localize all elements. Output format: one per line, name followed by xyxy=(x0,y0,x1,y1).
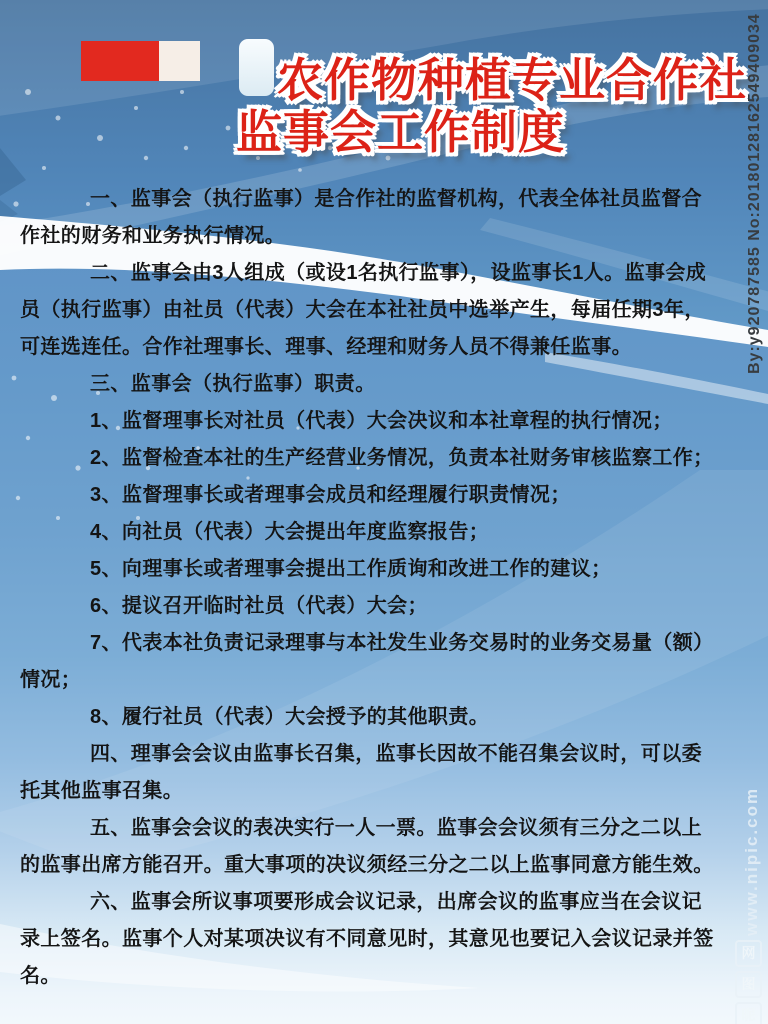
watermark-site-char-3: 昵 xyxy=(735,1002,762,1024)
watermark-site-char-1: 网 xyxy=(735,940,762,967)
paragraph-1: 一、监事会（执行监事）是合作社的监督机构，代表全体社员监督合作社的财务和业务执行情况。 xyxy=(20,188,702,247)
paragraph-2: 二、监事会由3人组成（或设1名执行监事），设监事长1人。监事会成员（执行监事）由社员（代表）大会在本社社员中选举产生，每届任期3年，可连选连任。合作社理事长、理事、经理和财务人员不得兼任监事。 xyxy=(20,262,707,358)
paragraph-4: 四、理事会会议由监事长召集，监事长因故不能召集会议时，可以委托其他监事召集。 xyxy=(20,743,702,802)
duty-item-6: 6、提议召开临时社员（代表）大会； xyxy=(90,595,428,617)
duty-item-4: 4、向社员（代表）大会提出年度监察报告； xyxy=(90,521,490,543)
watermark-credit: By:y920787585 No:20180128162549409034 xyxy=(746,13,763,374)
duty-item-2: 2、监督检查本社的生产经营业务情况，负责本社财务审核监察工作； xyxy=(90,447,714,469)
watermark-site-url: www.nipic.com xyxy=(742,786,761,936)
censored-logo-white-blob xyxy=(239,39,274,96)
body-text xyxy=(20,181,720,995)
censored-logo-pink-block xyxy=(159,41,200,81)
poster-title-line2: 监事会工作制度 xyxy=(236,106,565,158)
duty-item-5: 5、向理事长或者理事会提出工作质询和改进工作的建议； xyxy=(90,558,612,580)
paragraph-3: 三、监事会（执行监事）职责。 xyxy=(90,373,376,395)
paragraph-6: 六、监事会所议事项要形成会议记录，出席会议的监事应当在会议记录上签名。监事个人对某项决议有不同意见时，其意见也要记入会议记录并签名。 xyxy=(20,891,714,987)
watermark-site-char-2: 图 xyxy=(735,971,762,998)
duty-item-8: 8、履行社员（代表）大会授予的其他职责。 xyxy=(90,706,490,728)
duty-item-3: 3、监督理事长或者理事会成员和经理履行职责情况； xyxy=(90,484,571,506)
duty-item-7: 7、代表本社负责记录理事与本社发生业务交易时的业务交易量（额）情况； xyxy=(20,632,714,691)
poster-title-line1: 农作物种植专业合作社 xyxy=(277,54,747,106)
paragraph-5: 五、监事会会议的表决实行一人一票。监事会会议须有三分之二以上的监事出席方能召开。重大事项的决议须经三分之二以上监事同意方能生效。 xyxy=(20,817,714,876)
duty-item-1: 1、监督理事长对社员（代表）大会决议和本社章程的执行情况； xyxy=(90,410,673,432)
censored-logo-red-block xyxy=(81,41,159,81)
